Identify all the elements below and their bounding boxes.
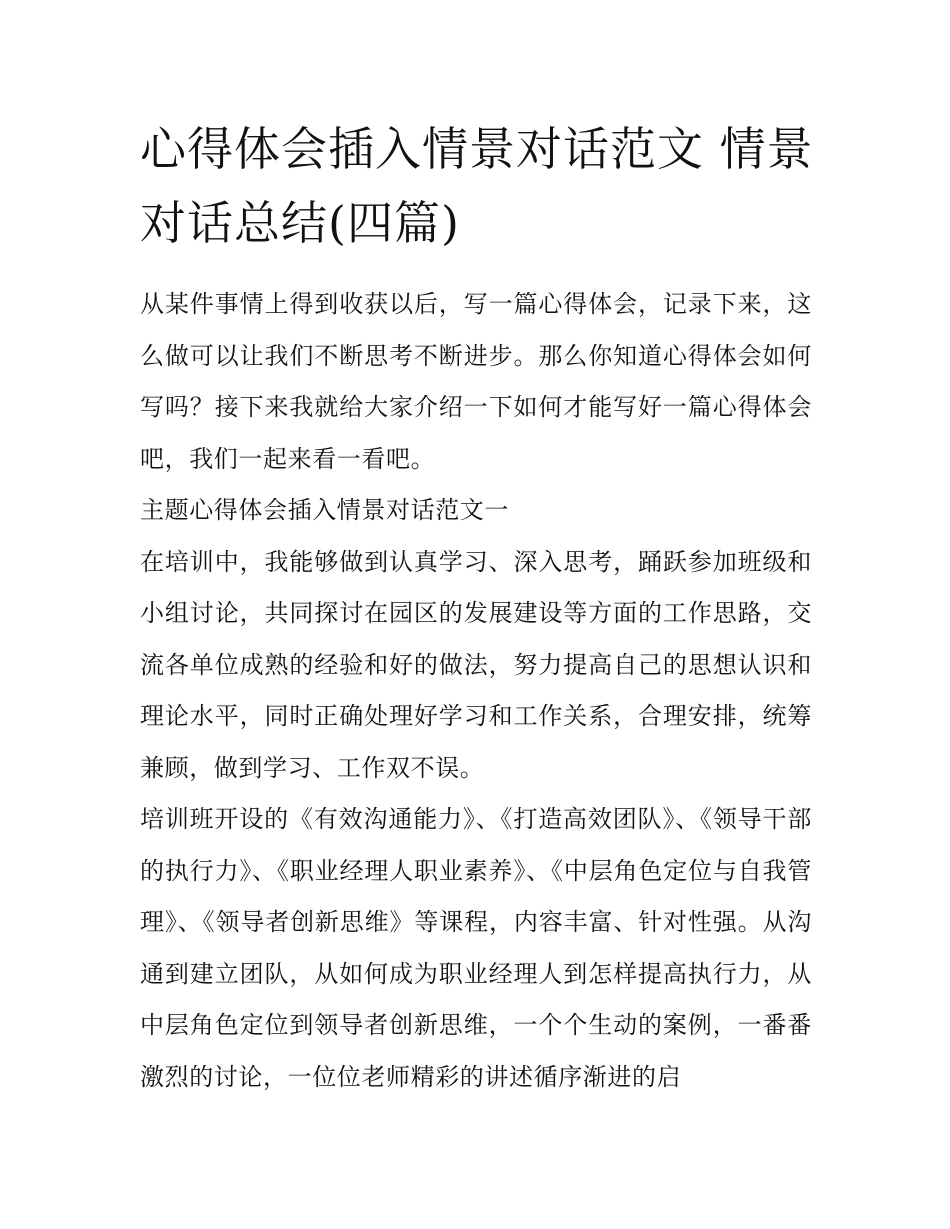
intro-paragraph: 从某件事情上得到收获以后，写一篇心得体会，记录下来，这么做可以让我们不断思考不断进步。那么你知道心得体会如何写吗？接下来我就给大家介绍一下如何才能写好一篇心得体会吧，我们一起来看一看吧。	[140, 290, 812, 473]
body-paragraph: 在培训中，我能够做到认真学习、深入思考，踊跃参加班级和小组讨论，共同探讨在园区的发展建设等方面的工作思路，交流各单位成熟的经验和好的做法，努力提高自己的思想认识和理论水平，同时正确处理好学习和工作关系，合理安排，统筹兼顾，做到学习、工作双不误。	[140, 547, 812, 782]
document-title: 心得体会插入情景对话范文 情景对话总结(四篇)	[140, 122, 814, 250]
body-paragraph: 培训班开设的《有效沟通能力》、《打造高效团队》、《领导干部的执行力》、《职业经理人职业素养》、《中层角色定位与自我管理》、《领导者创新思维》等课程，内容丰富、针对性强。从沟通到建立团队，从如何成为职业经理人到怎样提高执行力，从中层角色定位到领导者创新思维，一个个生动的案例，一番番激烈的讨论，一位位老师精彩的讲述循序渐进的启	[140, 805, 812, 1091]
document-body	[140, 279, 812, 1103]
section-heading: 主题心得体会插入情景对话范文一	[140, 496, 509, 524]
